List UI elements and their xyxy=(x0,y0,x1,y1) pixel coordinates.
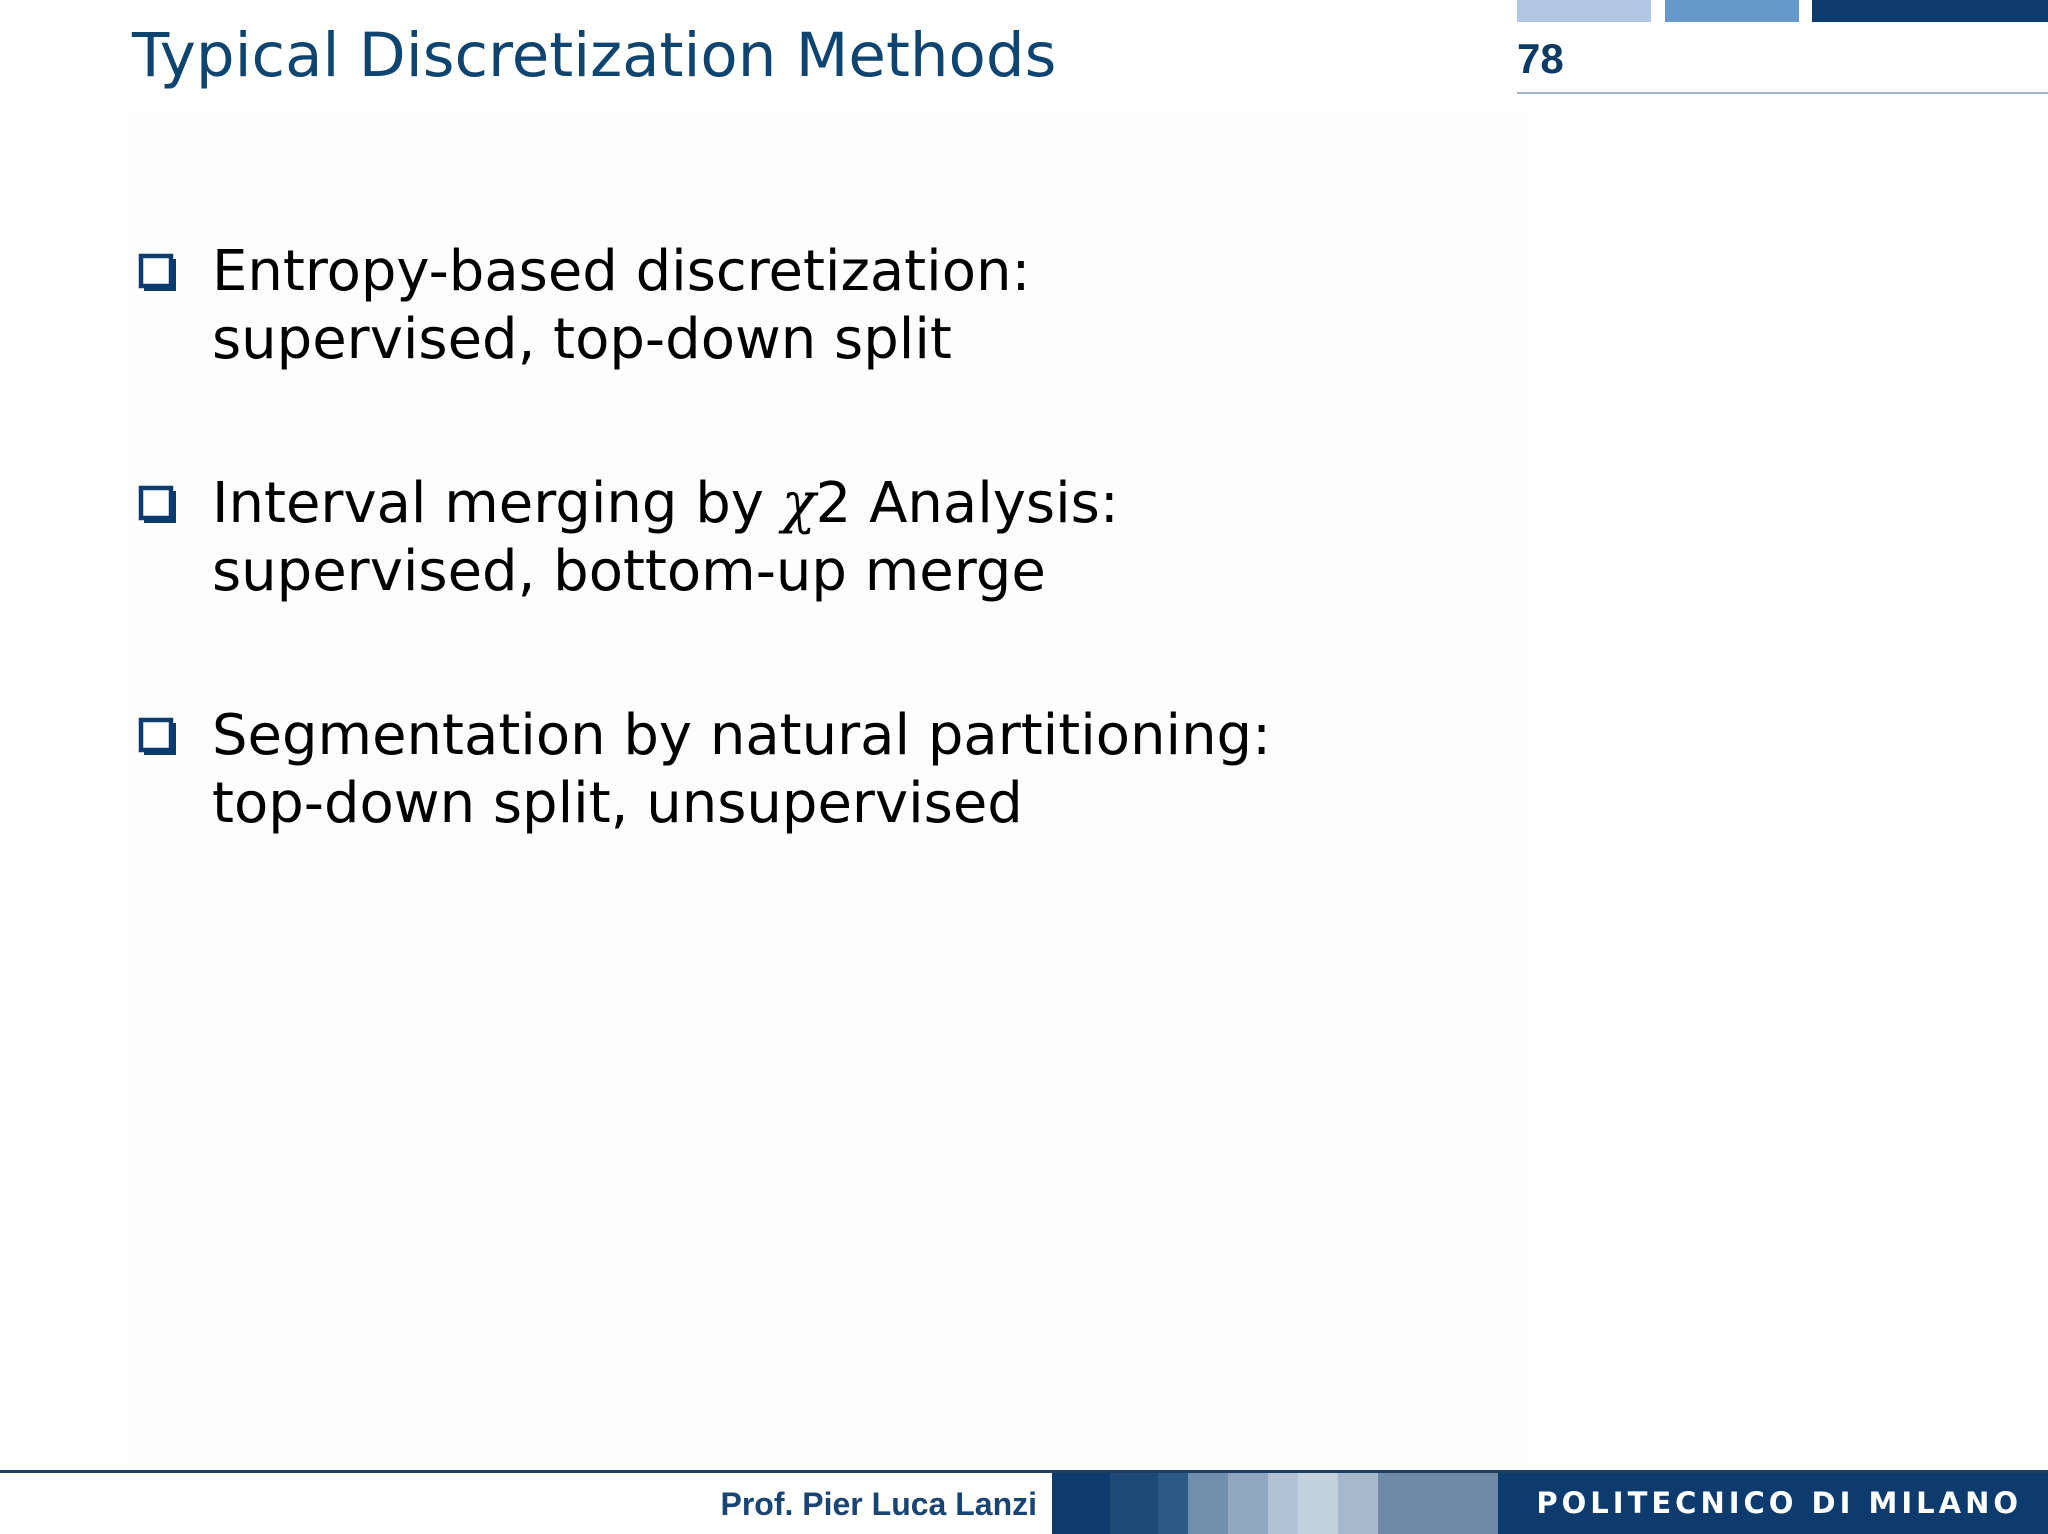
bullet-line-1-prefix: Interval merging by xyxy=(212,471,782,536)
footer-band-segment xyxy=(1188,1473,1228,1534)
header-rule xyxy=(1517,92,2048,94)
checkbox-icon xyxy=(138,253,178,293)
footer-band-segment xyxy=(1298,1473,1338,1534)
bullet-line-1-suffix: 2 Analysis: xyxy=(815,471,1119,536)
institution-logo xyxy=(1498,1473,2048,1534)
slide-number: 78 xyxy=(1517,35,1564,82)
footer-author: Prof. Pier Luca Lanzi xyxy=(720,1486,1037,1522)
bullet-text xyxy=(212,702,1271,838)
footer-band-segment xyxy=(1158,1473,1188,1534)
footer-band-segment xyxy=(1228,1473,1268,1534)
footer-band-segment xyxy=(1268,1473,1298,1534)
bullet-line-2: supervised, bottom-up merge xyxy=(212,539,1046,604)
bullet-line-2: top-down split, unsupervised xyxy=(212,771,1023,836)
bullet-line-2: supervised, top-down split xyxy=(212,307,952,372)
bullet-line-1 xyxy=(212,470,1119,538)
footer-band-segment xyxy=(1378,1473,1498,1534)
slide-title: Typical Discretization Methods xyxy=(132,20,1057,91)
footer-band-segment xyxy=(1338,1473,1378,1534)
bullet-line-1: Segmentation by natural partitioning: xyxy=(212,703,1271,768)
header-accent-block-dark xyxy=(1812,0,2048,22)
footer-band-segment xyxy=(1052,1473,1110,1534)
header-accent-block-medium xyxy=(1665,0,1799,22)
checkbox-icon xyxy=(138,485,178,525)
bullet-text xyxy=(212,470,1119,606)
bullet-line-1: Entropy-based discretization: xyxy=(212,239,1031,304)
chi-symbol: χ xyxy=(781,471,816,536)
bullet-text xyxy=(212,238,1030,374)
checkbox-icon xyxy=(138,717,178,757)
footer-band-segment xyxy=(1110,1473,1158,1534)
header-accent-block-light xyxy=(1517,0,1651,22)
institution-name: POLITECNICO DI MILANO xyxy=(1536,1486,2022,1520)
